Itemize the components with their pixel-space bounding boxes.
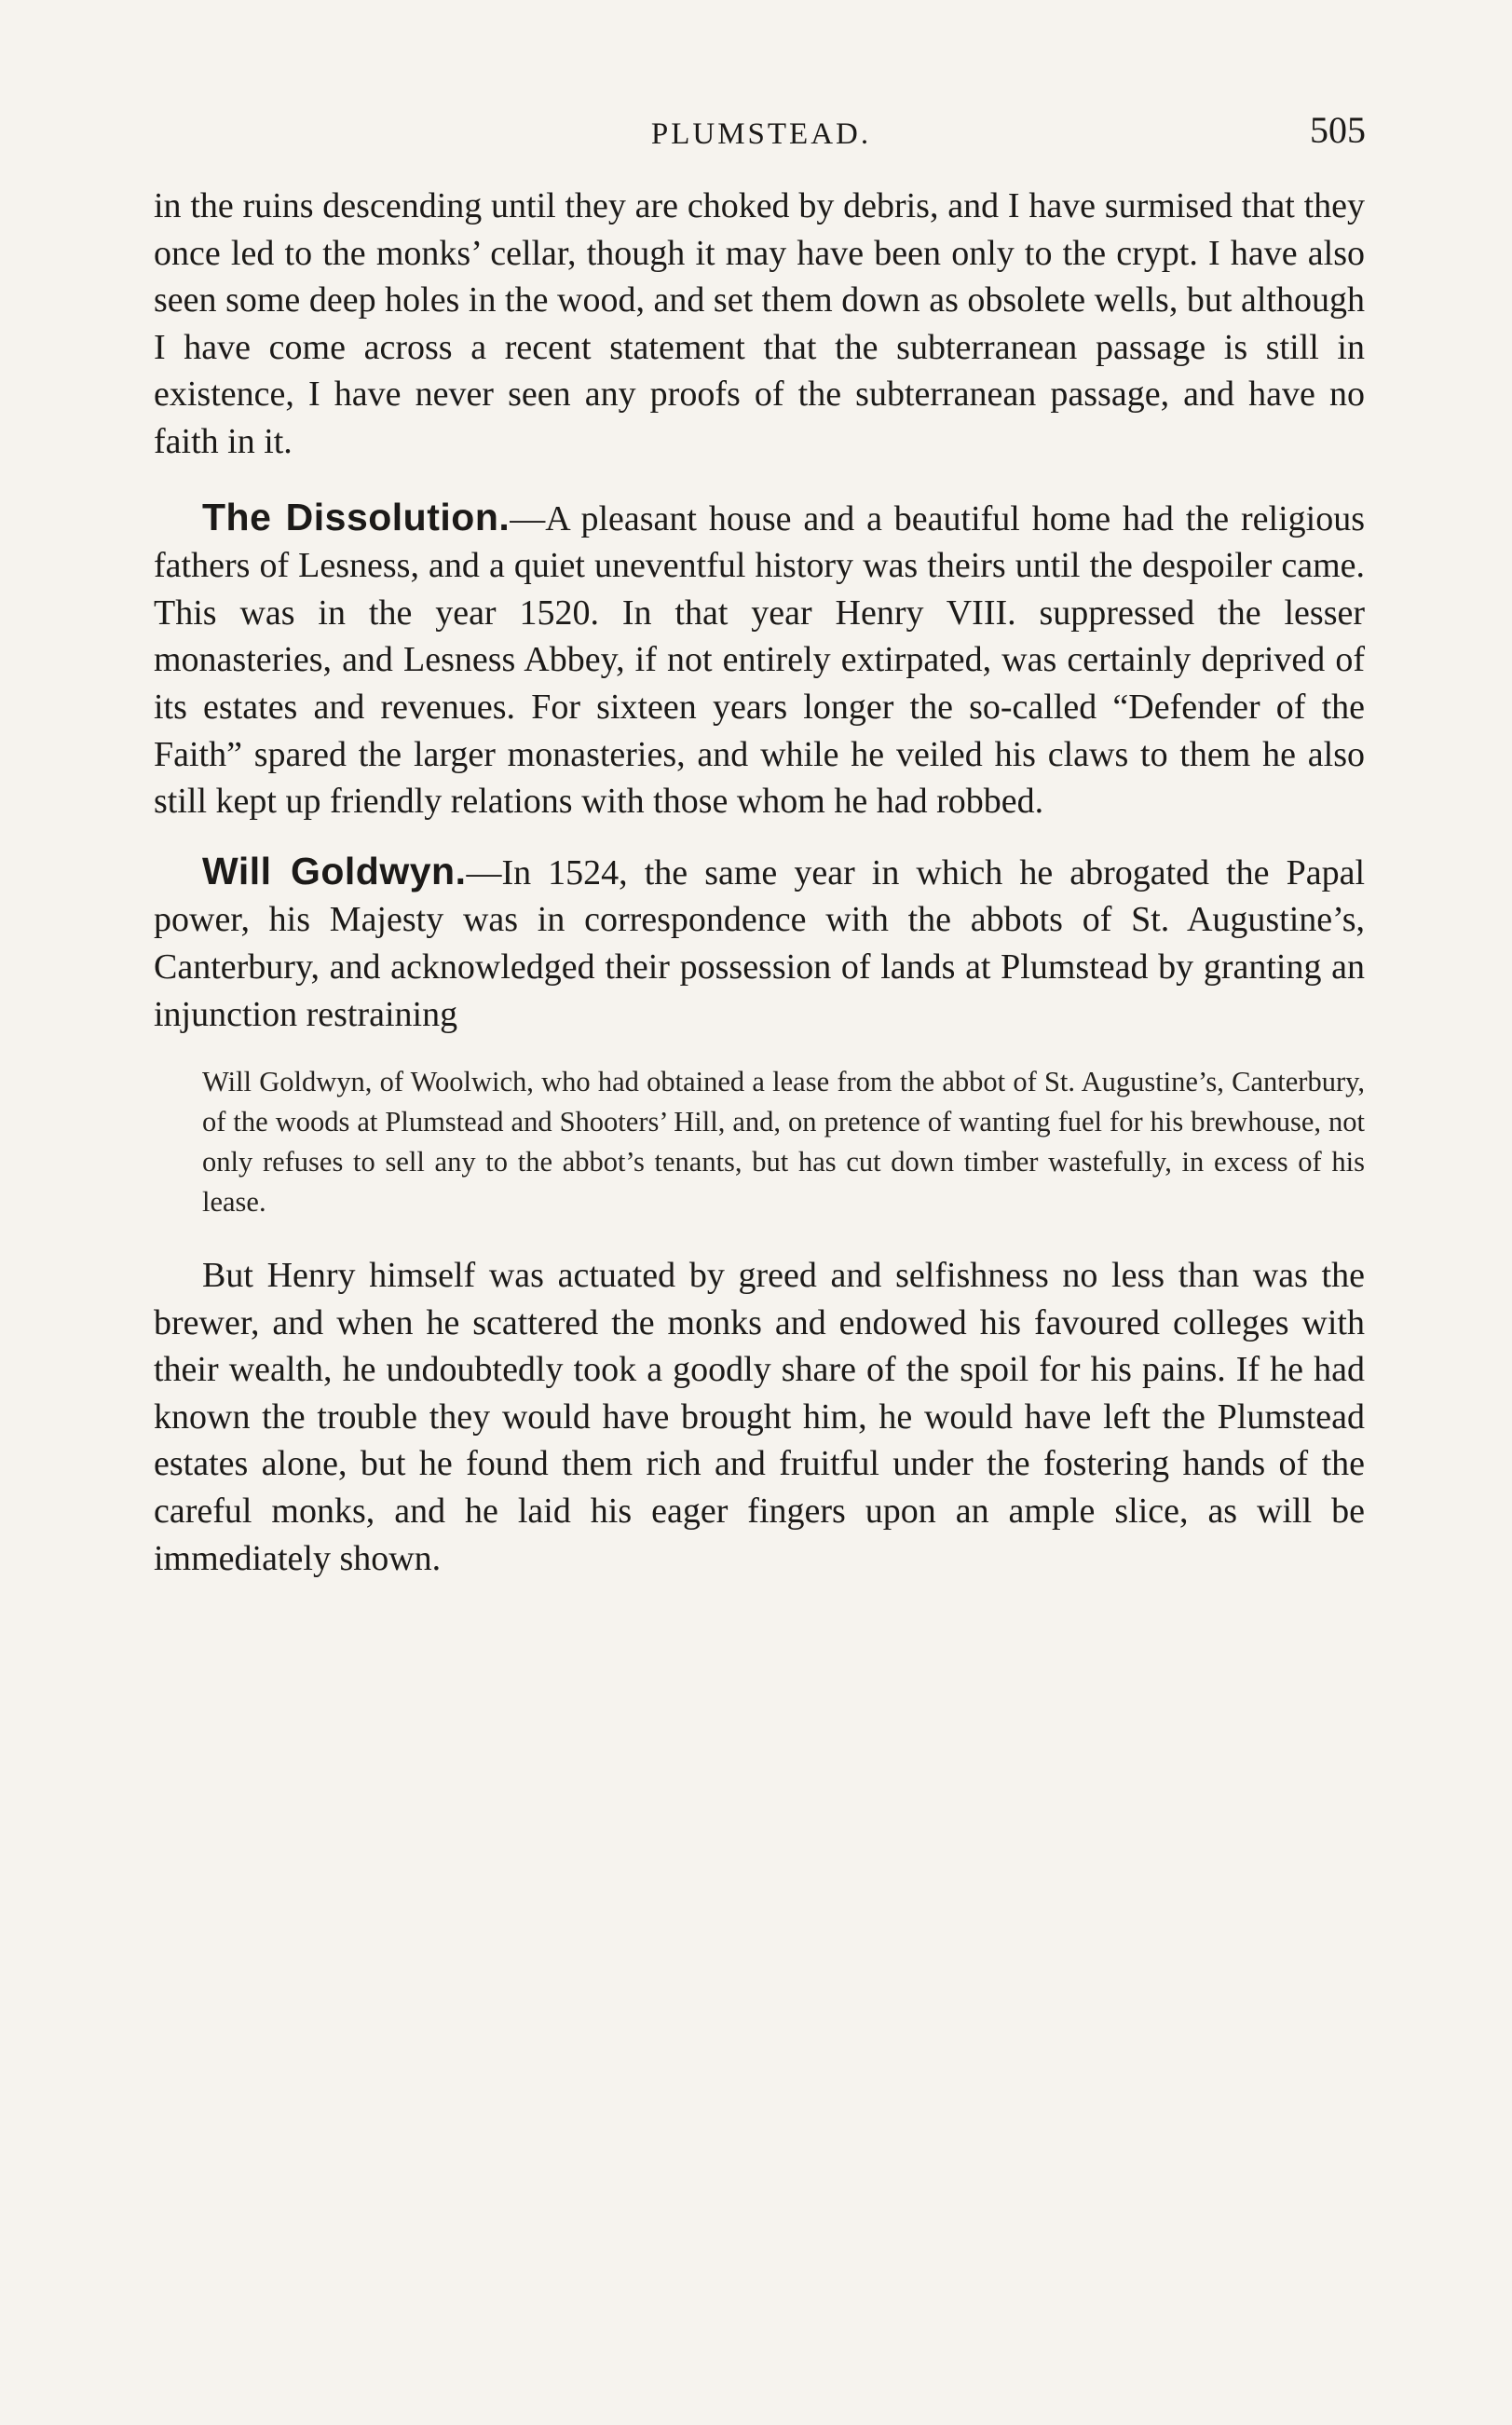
paragraph-henry: But Henry himself was actuated by greed and selfishness no less than was the brewer, and when he scattered the monks and endowed his favoured colleges with their wealth, he undoubtedly took a goodly share of the spoil for his pains. If he had known the trouble they would have brought him, he would have left the Plumstead estates alone, but he found them rich and fruitful under the fostering hands of the careful monks, and he laid his eager fingers upon an ample slice, as will be immediately shown. [154, 1256, 1365, 1578]
section-heading-will-goldwyn: Will Goldwyn. [202, 849, 467, 892]
paragraph-will-goldwyn [154, 848, 1365, 1038]
paragraph-subterranean: in the ruins descending until they are choked by debris, and I have surmised that they once led to the monks’ cellar, though it may have been only to the crypt. I have also seen some deep holes in the wood, and set them down as obsolete wells, but although I have come across a recent statement that the subterranean passage is still in existence, I have never seen any proofs of the subterranean passage, and have no faith in it. [154, 186, 1365, 461]
block-quote-injunction: Will Goldwyn, of Woolwich, who had obtained a lease from the abbot of St. Augustine’s, Canterbury, of the woods at Plumstead and Shooters’ Hill, and, on pretence of wanting fuel for his brewhouse, not only refuses to sell any to the abbot’s tenants, but has cut down timber wastefully, in excess of his lease. [202, 1066, 1365, 1219]
paragraph-dissolution [154, 494, 1365, 825]
will-goldwyn-text: —In 1524, the same year in which he abrogated the Papal power, his Majesty was in correspondence with the abbots of St. Augustine’s, Canterbury, and acknowledged their possession of lands at Plumstead by granting an injunction restraining [154, 852, 1365, 1034]
running-head [157, 104, 1366, 160]
page-body [154, 183, 1365, 1582]
section-heading-dissolution: The Dissolution. [202, 495, 511, 538]
running-title: PLUMSTEAD. [650, 117, 872, 151]
page-number: 505 [1310, 109, 1366, 151]
dissolution-text: —A pleasant house and a beautiful home had the religious fathers of Lesness, and a quiet uneventful history was theirs until the despoiler came. This was in the year 1520. In that year Henry VIII. suppressed the lesser monasteries, and Lesness Abbey, if not entirely extirpated, was certainly deprived of its estates and revenues. For sixteen years longer the so-called “Defender of the Faith” spared the larger monasteries, and while he veiled his claws to them he also still kept up friendly relations with those whom he had robbed. [154, 498, 1365, 822]
